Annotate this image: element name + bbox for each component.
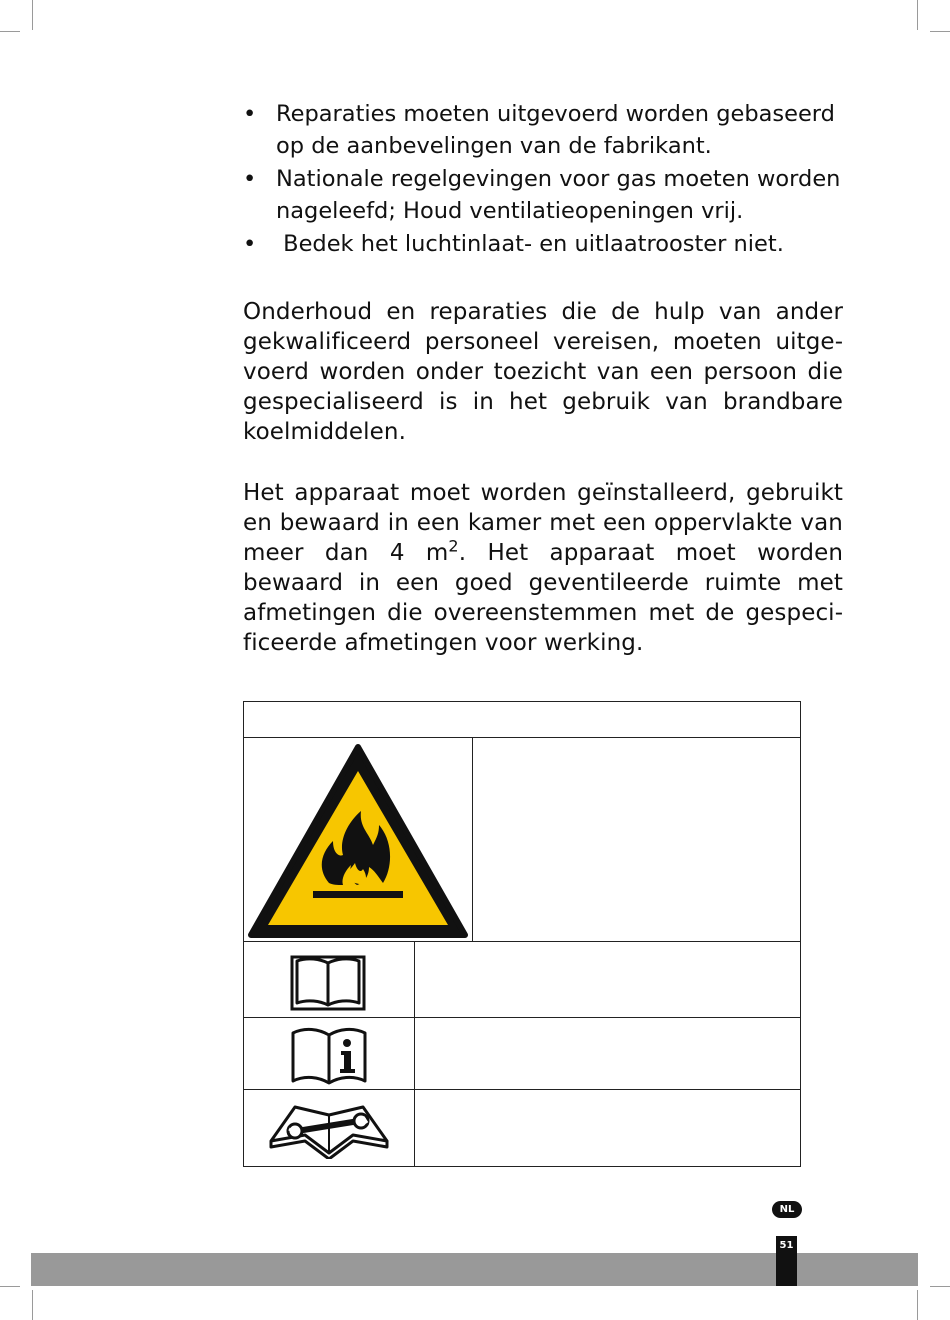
crop-mark <box>0 31 20 32</box>
bullet-symbol: • <box>243 101 257 127</box>
bullet-symbol: • <box>243 231 257 257</box>
table-divider <box>414 941 415 1167</box>
language-badge: NL <box>772 1201 802 1218</box>
bullet-text: Nationale regelgevingen voor gas moeten worden nageleefd; Houd ventilatieopeningen vrij. <box>276 166 841 224</box>
read-manual-icon <box>290 953 366 1011</box>
installation-paragraph <box>243 478 843 658</box>
crop-mark <box>930 1286 950 1287</box>
bullet-list <box>243 98 843 260</box>
table-border-top <box>243 701 801 702</box>
crop-mark <box>32 0 33 30</box>
maintenance-paragraph: Onderhoud en reparaties die de hulp van ander gekwalificeerd personeel vereisen, moeten uitgevoerd worden onder toezicht van een persoon die gespecialiseerd is in het gebruik van brandbare koelmiddelen. <box>243 299 843 445</box>
flammable-warning-icon <box>247 741 469 939</box>
crop-mark <box>930 31 950 32</box>
installation-text-cont: . Het apparaat moet worden bewaard in een goed geventileerde ruimte met afmetingen die overeenstemmen met de gespecificeerde afmetingen voor werking. <box>243 540 843 656</box>
crop-mark <box>917 0 918 30</box>
bullet-text: Bedek het luchtinlaat- en uitlaatrooster niet. <box>276 231 784 257</box>
list-item <box>243 163 843 227</box>
crop-mark <box>917 1290 918 1320</box>
superscript: 2 <box>448 536 459 556</box>
table-divider <box>243 737 801 738</box>
symbol-table <box>243 701 801 1167</box>
table-divider <box>243 1089 801 1090</box>
bullet-symbol: • <box>243 166 257 192</box>
table-border-right <box>800 701 801 1167</box>
list-item <box>243 98 843 162</box>
page-number: 51 <box>779 1240 794 1251</box>
table-divider <box>243 1017 801 1018</box>
table-border-bottom <box>243 1166 801 1167</box>
crop-mark <box>32 1290 33 1320</box>
info-manual-icon <box>291 1025 367 1085</box>
bullet-section <box>243 98 843 261</box>
service-manual-icon <box>267 1101 391 1159</box>
table-divider <box>472 737 473 941</box>
installation-text: Het apparaat moet worden geïnstalleerd, gebruikt en bewaard in een kamer met een oppervlakte van meer dan 4 m <box>243 480 843 566</box>
table-divider <box>243 941 801 942</box>
bullet-text: Reparaties moeten uitgevoerd worden gebaseerd op de aanbevelingen van de fabrikant. <box>276 101 835 159</box>
list-item <box>243 228 843 260</box>
table-border-left <box>243 701 244 1167</box>
crop-mark <box>0 1286 20 1287</box>
